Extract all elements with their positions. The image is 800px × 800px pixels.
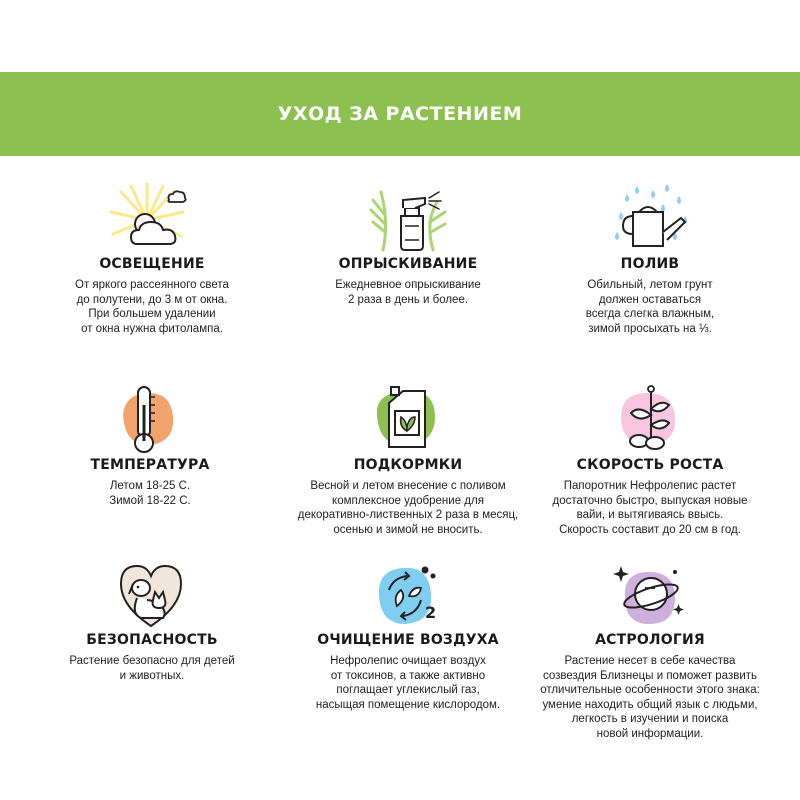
care-card-safety (22, 560, 282, 683)
spray-bottle-icon (363, 182, 453, 252)
pets-heart-icon (107, 560, 197, 628)
card-title: ОПРЫСКИВАНИЕ (338, 256, 478, 272)
care-card-watering (520, 182, 780, 336)
card-title: АСТРОЛОГИЯ (595, 632, 705, 648)
card-text: Весной и летом внесение с поливом комплексное удобрение для декоративно-лиственных 2 раза в месяц, осенью и зимой не вносить. (297, 480, 519, 536)
card-text: Нефролепис очищает воздух от токсинов, а также активно поглащает углекислый газ, насыщая помещение кислородом. (315, 655, 501, 711)
care-card-astrology (520, 560, 780, 741)
card-title: ПОДКОРМКИ (353, 457, 463, 473)
card-text: Ежедневное опрыскивание 2 раза в день и более. (335, 279, 481, 306)
thermometer-icon (105, 385, 195, 453)
fertilizer-canister-icon (363, 385, 453, 453)
sun-cloud-icon (107, 182, 197, 252)
card-title: БЕЗОПАСНОСТЬ (86, 632, 218, 648)
care-card-temperature (20, 385, 280, 508)
page-title: УХОД ЗА РАСТЕНИЕМ (277, 103, 523, 125)
card-title: СКОРОСТЬ РОСТА (576, 457, 724, 473)
card-text: Папоротник Нефролепис растет достаточно быстро, выпуская новые вайи, и вытягиваясь ввысь. Скорость составит до 20 см в год. (552, 480, 748, 536)
card-text: Растение несет в себе качества созвездия Близнецы и поможет развить отличительные особенности этого знака: умение находить общий язык с людьми, легкость в изучении и поиска новой информации. (540, 655, 760, 740)
header-banner (0, 72, 800, 156)
air-o2-icon (363, 560, 453, 628)
card-text: Обильный, летом грунт должен оставаться всегда слегка влажным, зимой просыхать на ⅓. (585, 279, 715, 335)
sprout-icon (605, 385, 695, 453)
care-card-growth-rate (520, 385, 780, 537)
card-text: От яркого рассеянного света до полутени, до 3 м от окна. При большем удалении от окна нужна фитолампа. (75, 279, 229, 335)
care-card-fertilizing (278, 385, 538, 537)
card-title: ОЧИЩЕНИЕ ВОЗДУХА (317, 632, 499, 648)
card-text: Растение безопасно для детей и животных. (69, 655, 235, 682)
card-text: Летом 18-25 С. Зимой 18-22 С. (109, 480, 191, 507)
planet-icon (605, 560, 695, 628)
svg-text:2: 2 (425, 603, 437, 622)
care-card-air-purification (278, 560, 538, 712)
card-title: ПОЛИВ (620, 256, 680, 272)
card-title: ОСВЕЩЕНИЕ (99, 256, 205, 272)
watering-can-icon (605, 182, 695, 252)
card-title: ТЕМПЕРАТУРА (90, 457, 210, 473)
care-card-spraying (278, 182, 538, 307)
care-card-lighting (22, 182, 282, 336)
